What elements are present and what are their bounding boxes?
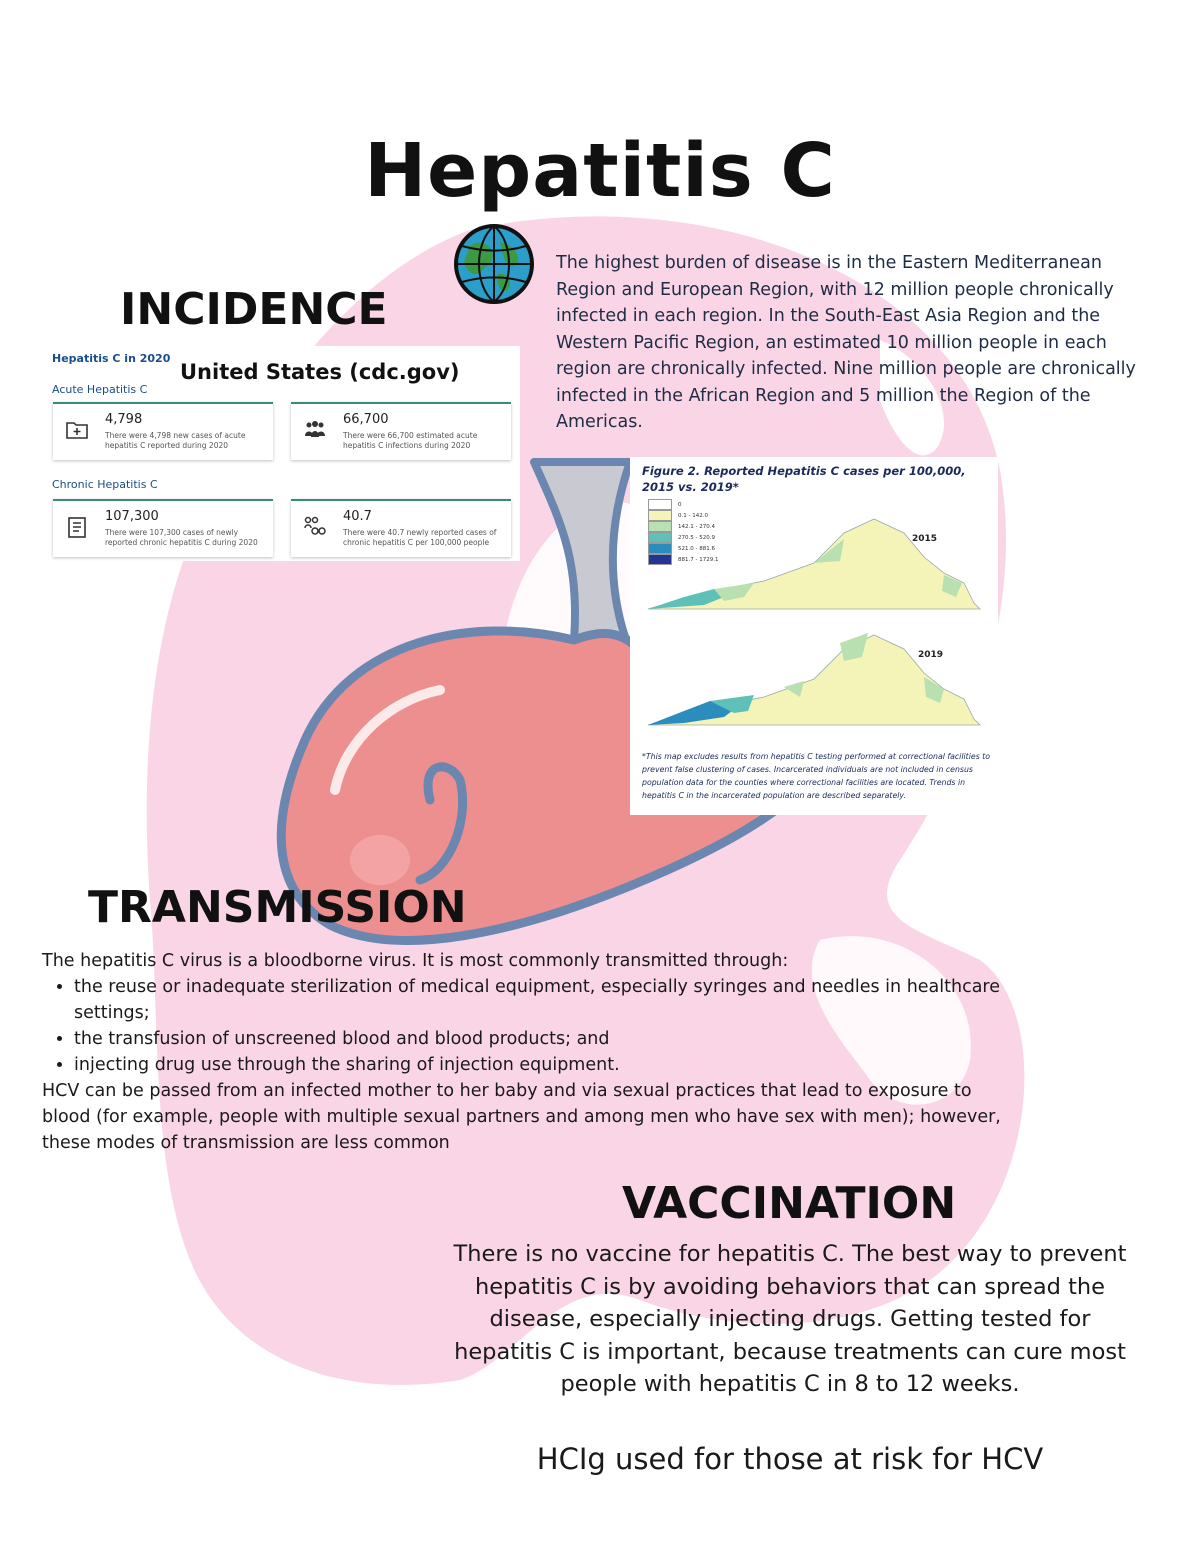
map-year-2015: 2015	[912, 534, 938, 544]
legend-label: 142.1 - 270.4	[678, 523, 715, 530]
list-item: • injecting drug use through the sharing of injection equipment.	[74, 1052, 1032, 1078]
map-year-2019: 2019	[918, 650, 944, 660]
figure-title	[642, 463, 966, 495]
cdc-panel-label: United States (cdc.gov)	[180, 360, 460, 384]
stat-description: There were 107,300 cases of newly reported chronic hepatitis C during 2020	[105, 528, 258, 547]
transmission-text	[42, 948, 1032, 1156]
incidence-heading: INCIDENCE	[120, 284, 388, 335]
stat-card-chronic-cases	[53, 499, 273, 557]
legend-swatch	[648, 499, 672, 510]
legend-label: 0	[678, 501, 682, 508]
acute-header: Acute Hepatitis C	[52, 383, 148, 396]
list-item: • the transfusion of unscreened blood and blood products; and	[74, 1026, 1032, 1052]
stat-value: 40.7	[343, 509, 372, 524]
legend-label: 521.0 - 881.6	[678, 545, 715, 552]
chronic-header: Chronic Hepatitis C	[52, 478, 158, 491]
transmission-list	[42, 974, 1032, 1078]
stat-card-acute-cases	[53, 402, 273, 460]
stat-card-chronic-rate	[291, 499, 511, 557]
stat-description: There were 4,798 new cases of acute hepatitis C reported during 2020	[105, 431, 246, 450]
map-2015	[644, 513, 984, 613]
figure-title-line1: Figure 2. Reported Hepatitis C cases per 100,000,	[642, 464, 966, 478]
folder-plus-icon	[65, 418, 89, 442]
globe-icon	[448, 222, 540, 306]
stat-value: 107,300	[105, 509, 159, 524]
figure-footnote: *This map excludes results from hepatitis C testing performed at correctional facilities to prevent false clustering of cases. Incarcerated individuals are not included in census population data for the counties where correctional facilities are located. Trends in hepatitis C in the incarcerated population are described separately.	[642, 752, 991, 800]
people-group-icon	[303, 418, 327, 442]
transmission-intro: The hepatitis C virus is a bloodborne virus. It is most commonly transmitted through:	[42, 951, 789, 971]
legend-item	[648, 499, 718, 510]
stat-card-acute-infections	[291, 402, 511, 460]
vaccination-heading: VACCINATION	[622, 1178, 957, 1229]
stat-value: 4,798	[105, 412, 143, 427]
list-item: • the reuse or inadequate sterilization of medical equipment, especially syringes and needles in healthcare settings;	[74, 974, 1032, 1026]
cdc-stats-panel	[50, 346, 520, 561]
virginia-map-figure	[630, 457, 998, 815]
world-burden-text: The highest burden of disease is in the Eastern Mediterranean Region and European Region, with 12 million people chronically infected in each region. In the South-East Asia Region and the Western Pacific Region, an estimated 10 million people in each region are chronically infected. Nine million people are chronically infected in the African Region and 5 million the Region of the Americas.	[556, 253, 1136, 432]
stat-description: There were 66,700 estimated acute hepatitis C infections during 2020	[343, 431, 478, 450]
page-title: Hepatitis C	[364, 128, 836, 214]
stat-value: 66,700	[343, 412, 389, 427]
vaccination-text: There is no vaccine for hepatitis C. The best way to prevent hepatitis C is by avoiding behaviors that can spread the disease, especially injecting drugs. Getting tested for hepatitis C is important, because treatments can cure most people with hepatitis C in 8 to 12 weeks.	[453, 1241, 1127, 1397]
hcig-note: HCIg used for those at risk for HCV	[536, 1442, 1044, 1476]
people-connect-icon	[303, 515, 327, 539]
legend-label: 881.7 - 1729.1	[678, 556, 719, 563]
stat-description: There were 40.7 newly reported cases of chronic hepatitis C per 100,000 people	[343, 528, 497, 547]
transmission-heading: TRANSMISSION	[88, 882, 467, 933]
legend-label: 270.5 - 520.9	[678, 534, 715, 541]
map-2019	[644, 627, 984, 732]
document-icon	[65, 515, 89, 539]
figure-title-line2: 2015 vs. 2019*	[642, 480, 739, 494]
cdc-panel-title: Hepatitis C in 2020	[52, 352, 171, 365]
legend-label: 0.1 - 142.0	[678, 512, 708, 519]
transmission-outro: HCV can be passed from an infected mother to her baby and via sexual practices that lead to exposure to blood (for example, people with multiple sexual partners and among men who have sex with men); however, these modes of transmission are less common	[42, 1081, 1001, 1153]
